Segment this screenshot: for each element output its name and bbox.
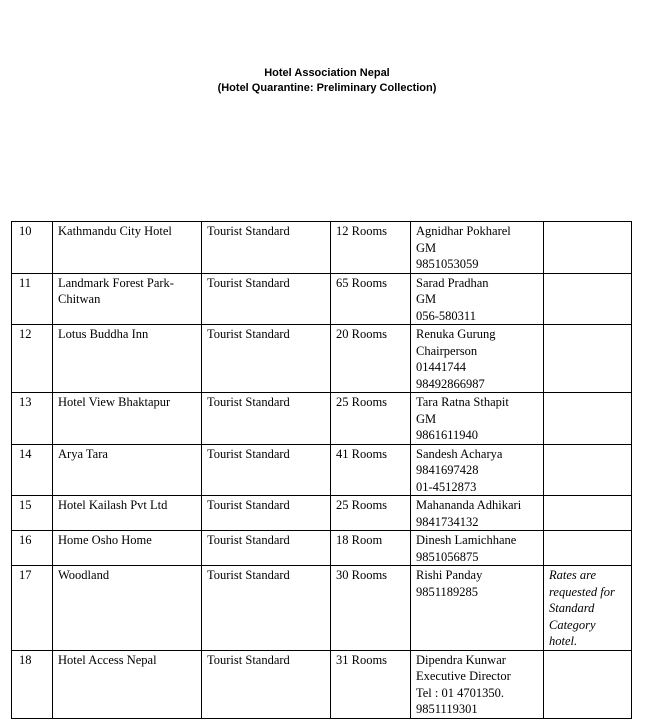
rooms-cell — [331, 222, 411, 274]
rooms-cell — [331, 393, 411, 445]
hotel-name-line: Woodland — [58, 568, 110, 582]
hotel-name-line: Lotus Buddha Inn — [58, 327, 149, 341]
table-row — [12, 650, 632, 718]
rooms-text: 20 Rooms — [336, 327, 388, 341]
contact-line: 056-580311 — [416, 308, 476, 323]
row-number-cell — [12, 650, 53, 718]
hotel-name-cell — [53, 496, 202, 531]
rooms-text: 65 Rooms — [336, 275, 388, 290]
category-cell — [202, 531, 331, 566]
row-number-cell — [12, 566, 53, 651]
contact-line: 9851053059 — [416, 257, 479, 271]
remarks-line: hotel. — [549, 634, 578, 648]
contact-line: Dinesh Lamichhane — [416, 533, 517, 547]
row-number: 14 — [19, 446, 32, 461]
table-row — [12, 566, 632, 651]
contact-line: 9841734132 — [416, 514, 479, 529]
contact-cell — [411, 393, 544, 445]
row-number: 11 — [19, 275, 32, 290]
category-text: Tourist Standard — [207, 327, 290, 341]
hotel-name-cell — [53, 566, 202, 651]
contact-line: 9841697428 — [416, 463, 479, 477]
hotel-name-cell — [53, 650, 202, 718]
remarks-cell — [544, 650, 632, 718]
hotel-name-line: Hotel Kailash Pvt Ltd — [58, 498, 168, 512]
contact-line: 9851056875 — [416, 549, 479, 564]
hotel-name-cell — [53, 273, 202, 325]
rooms-text: 41 Rooms — [336, 446, 388, 461]
hotel-name-cell — [53, 222, 202, 274]
contact-line: Sandesh Acharya — [416, 446, 503, 461]
table-row — [12, 393, 632, 445]
contact-cell — [411, 531, 544, 566]
rooms-text: 25 Rooms — [336, 498, 388, 512]
contact-line: Dipendra Kunwar — [416, 652, 506, 667]
contact-line: GM — [416, 240, 437, 255]
document-header — [0, 66, 654, 96]
row-number-cell — [12, 222, 53, 274]
remarks-cell — [544, 325, 632, 393]
row-number-cell — [12, 325, 53, 393]
remarks-cell — [544, 531, 632, 566]
contact-line: 98492866987 — [416, 376, 485, 391]
rooms-cell — [331, 273, 411, 325]
hotel-table — [11, 221, 632, 719]
category-text: Tourist Standard — [207, 568, 290, 582]
row-number: 17 — [19, 568, 32, 582]
rooms-text: 18 Room — [336, 533, 383, 547]
hotel-name-line: Hotel Access Nepal — [58, 652, 157, 667]
category-text: Tourist Standard — [207, 395, 290, 409]
hotel-name-line: Hotel View Bhaktapur — [58, 395, 171, 409]
rooms-text: 25 Rooms — [336, 395, 388, 409]
category-cell — [202, 393, 331, 445]
table-row — [12, 325, 632, 393]
remarks-cell — [544, 566, 632, 651]
table-row — [12, 273, 632, 325]
hotel-name-line: Home Osho Home — [58, 533, 152, 547]
row-number-cell — [12, 531, 53, 566]
contact-line: 9861611940 — [416, 428, 479, 442]
table-row — [12, 444, 632, 496]
contact-line: GM — [416, 411, 437, 426]
contact-line: Executive Director — [416, 669, 511, 683]
rooms-text: 31 Rooms — [336, 652, 388, 667]
hotel-name-line: Arya Tara — [58, 446, 108, 461]
rooms-cell — [331, 325, 411, 393]
row-number: 16 — [19, 533, 32, 547]
row-number-cell — [12, 393, 53, 445]
contact-line: GM — [416, 292, 437, 306]
hotel-name-cell — [53, 393, 202, 445]
category-cell — [202, 222, 331, 274]
row-number: 12 — [19, 327, 32, 341]
hotel-table-body — [12, 222, 632, 719]
row-number-cell — [12, 496, 53, 531]
rooms-cell — [331, 531, 411, 566]
contact-line: Chairperson — [416, 343, 478, 358]
contact-line: Sarad Pradhan — [416, 275, 489, 290]
contact-line: Rishi Panday — [416, 568, 483, 582]
contact-cell — [411, 496, 544, 531]
rooms-text: 12 Rooms — [336, 224, 388, 238]
contact-line: 9851189285 — [416, 584, 479, 599]
hotel-name-line: Kathmandu City Hotel — [58, 224, 172, 238]
category-cell — [202, 273, 331, 325]
contact-line: Agnidhar Pokharel — [416, 224, 511, 238]
category-text: Tourist Standard — [207, 224, 290, 238]
remarks-line: Category — [549, 617, 596, 632]
category-text: Tourist Standard — [207, 652, 290, 667]
contact-cell — [411, 566, 544, 651]
remarks-line: Rates are — [549, 568, 597, 582]
hotel-name-cell — [53, 444, 202, 496]
remarks-cell — [544, 393, 632, 445]
remarks-cell — [544, 496, 632, 531]
hotel-name-cell — [53, 325, 202, 393]
contact-cell — [411, 273, 544, 325]
contact-line: 01441744 — [416, 360, 466, 374]
contact-cell — [411, 325, 544, 393]
hotel-name-line: Landmark Forest Park- — [58, 275, 174, 290]
table-row — [12, 496, 632, 531]
contact-cell — [411, 650, 544, 718]
category-cell — [202, 444, 331, 496]
document-subtitle: (Hotel Quarantine: Preliminary Collection) — [217, 82, 437, 94]
category-cell — [202, 650, 331, 718]
row-number: 10 — [19, 224, 32, 238]
remarks-cell — [544, 444, 632, 496]
category-text: Tourist Standard — [207, 446, 290, 461]
row-number-cell — [12, 273, 53, 325]
contact-line: 9851119301 — [416, 702, 478, 716]
table-row — [12, 222, 632, 274]
row-number: 15 — [19, 498, 32, 512]
remarks-line: Standard — [549, 601, 595, 615]
hotel-name-cell — [53, 531, 202, 566]
category-cell — [202, 566, 331, 651]
row-number: 13 — [19, 395, 32, 409]
contact-line: Renuka Gurung — [416, 327, 496, 341]
category-cell — [202, 496, 331, 531]
category-text: Tourist Standard — [207, 533, 290, 547]
contact-line: Tara Ratna Sthapit — [416, 395, 509, 409]
category-text: Tourist Standard — [207, 498, 290, 512]
contact-line: 01-4512873 — [416, 479, 477, 494]
remarks-line: requested for — [549, 584, 615, 599]
hotel-name-line: Chitwan — [58, 292, 101, 306]
contact-line: Mahananda Adhikari — [416, 498, 522, 512]
remarks-cell — [544, 273, 632, 325]
category-cell — [202, 325, 331, 393]
row-number: 18 — [19, 652, 32, 667]
rooms-cell — [331, 650, 411, 718]
table-row — [12, 531, 632, 566]
remarks-cell — [544, 222, 632, 274]
category-text: Tourist Standard — [207, 275, 290, 290]
contact-line: Tel : 01 4701350. — [416, 685, 505, 700]
document-title: Hotel Association Nepal — [264, 67, 390, 79]
contact-cell — [411, 444, 544, 496]
rooms-cell — [331, 444, 411, 496]
contact-cell — [411, 222, 544, 274]
row-number-cell — [12, 444, 53, 496]
rooms-cell — [331, 496, 411, 531]
rooms-text: 30 Rooms — [336, 568, 388, 582]
rooms-cell — [331, 566, 411, 651]
